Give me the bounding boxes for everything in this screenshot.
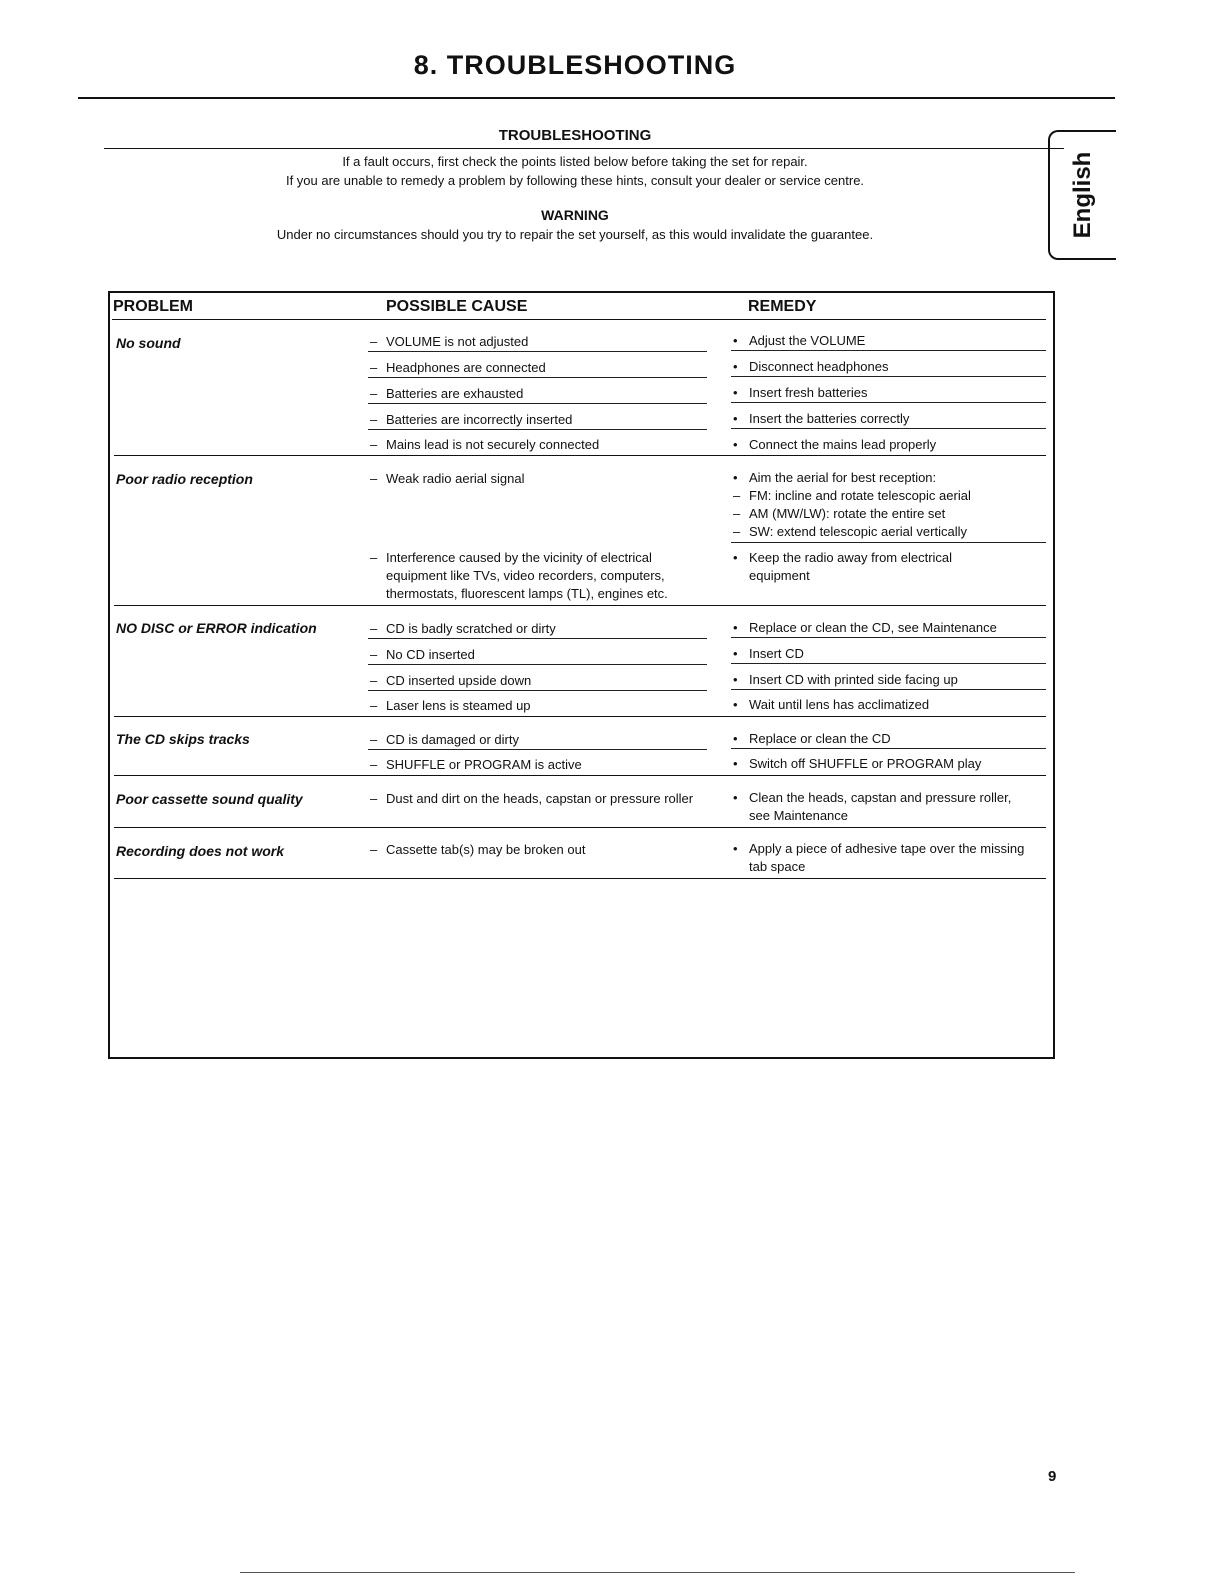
remedy-cell: • Insert CD	[733, 646, 804, 661]
remedy-cell: • Insert CD with printed side facing up	[733, 672, 958, 687]
remedy-cell: • Apply a piece of adhesive tape over the missing tab space	[733, 840, 1043, 876]
cause-text: SHUFFLE or PROGRAM is active	[386, 757, 582, 772]
page-number: 9	[1048, 1468, 1057, 1485]
warning-text: Under no circumstances should you try to repair the set yourself, as this would invalidate the guarantee.	[276, 227, 874, 242]
problem-poor-cassette-sound: Poor cassette sound quality	[116, 791, 303, 807]
cause-text: VOLUME is not adjusted	[386, 334, 529, 349]
cause-cell: – Cassette tab(s) may be broken out	[370, 842, 586, 857]
row-divider	[731, 663, 1046, 664]
header-problem: PROBLEM	[113, 298, 193, 315]
remedy-subitem: SW: extend telescopic aerial vertically	[749, 524, 967, 539]
remedy-text: Connect the mains lead properly	[749, 437, 937, 452]
remedy-text: Replace or clean the CD, see Maintenance	[749, 620, 997, 635]
group-divider	[114, 716, 1046, 717]
remedy-cell: • Clean the heads, capstan and pressure roller, see Maintenance	[733, 789, 1043, 825]
remedy-subitem: FM: incline and rotate telescopic aerial	[749, 488, 971, 503]
row-divider	[368, 749, 707, 750]
cause-cell: – Laser lens is steamed up	[370, 698, 531, 713]
row-divider	[731, 402, 1046, 403]
remedy-subitem: AM (MW/LW): rotate the entire set	[749, 506, 946, 521]
intro-line-2: If you are unable to remedy a problem by following these hints, consult your dealer or service centre.	[285, 173, 865, 188]
cause-cell: – Batteries are incorrectly inserted	[370, 412, 573, 427]
cause-cell: – Dust and dirt on the heads, capstan or pressure roller	[370, 791, 694, 806]
cause-cell: – SHUFFLE or PROGRAM is active	[370, 757, 582, 772]
remedy-cell: • Replace or clean the CD	[733, 731, 891, 746]
problem-poor-radio-reception: Poor radio reception	[116, 471, 253, 487]
remedy-cell: • Aim the aerial for best reception: – FM: incline and rotate telescopic aerial – AM (MW/LW): rotate the entire set – SW: extend telescopic aerial vertically	[733, 470, 971, 539]
cause-cell: – Mains lead is not securely connected	[370, 437, 600, 452]
cause-text: thermostats, fluorescent lamps (TL), engines etc.	[386, 586, 668, 601]
problem-no-disc-error: NO DISC or ERROR indication	[116, 620, 317, 636]
group-divider	[114, 775, 1046, 776]
remedy-text: Replace or clean the CD	[749, 731, 891, 746]
remedy-cell: • Switch off SHUFFLE or PROGRAM play	[733, 756, 982, 771]
remedy-text: Clean the heads, capstan and pressure roller,	[749, 790, 1012, 805]
cause-cell: – Weak radio aerial signal	[370, 471, 525, 486]
remedy-cell: • Keep the radio away from electrical equipment	[733, 549, 1043, 585]
remedy-text: Insert CD	[749, 646, 804, 661]
cause-text: CD is badly scratched or dirty	[386, 621, 556, 636]
cause-text: Batteries are incorrectly inserted	[386, 412, 573, 427]
language-tab	[1048, 130, 1116, 260]
remedy-text: Disconnect headphones	[749, 359, 889, 374]
intro-heading: TROUBLESHOOTING	[498, 127, 652, 144]
row-divider	[368, 690, 707, 691]
cause-cell: – Interference caused by the vicinity of electrical equipment like TVs, video recorders, computers, thermostats, fluorescent lamps (TL), engines etc.	[370, 549, 710, 603]
cause-text: Mains lead is not securely connected	[386, 437, 600, 452]
remedy-cell: • Connect the mains lead properly	[733, 437, 937, 452]
remedy-text: Apply a piece of adhesive tape over the missing	[749, 841, 1025, 856]
cause-cell: – Headphones are connected	[370, 360, 546, 375]
cause-cell: – CD inserted upside down	[370, 673, 532, 688]
remedy-cell: • Insert fresh batteries	[733, 385, 868, 400]
footer-rule	[240, 1572, 1075, 1573]
cause-text: Headphones are connected	[386, 360, 546, 375]
group-divider	[114, 605, 1046, 606]
row-divider	[731, 376, 1046, 377]
remedy-text: Aim the aerial for best reception:	[749, 470, 937, 485]
cause-cell: – CD is damaged or dirty	[370, 732, 519, 747]
cause-cell: – VOLUME is not adjusted	[370, 334, 529, 349]
remedy-text: tab space	[749, 859, 806, 874]
remedy-text: Adjust the VOLUME	[749, 333, 866, 348]
header-cause: POSSIBLE CAUSE	[386, 298, 528, 315]
cause-cell: – CD is badly scratched or dirty	[370, 621, 556, 636]
problem-recording-not-working: Recording does not work	[116, 843, 285, 859]
row-divider	[368, 377, 707, 378]
cause-text: CD is damaged or dirty	[386, 732, 519, 747]
row-divider	[731, 689, 1046, 690]
cause-text: Interference caused by the vicinity of electrical	[386, 550, 652, 565]
header-remedy: REMEDY	[748, 298, 817, 315]
header-divider	[112, 319, 1046, 320]
title-divider	[78, 97, 1115, 99]
remedy-text: Switch off SHUFFLE or PROGRAM play	[749, 756, 982, 771]
language-tab-label: English	[1069, 151, 1096, 239]
row-divider	[731, 637, 1046, 638]
row-divider	[368, 403, 707, 404]
row-divider	[731, 748, 1046, 749]
remedy-cell: • Wait until lens has acclimatized	[733, 697, 930, 712]
row-divider	[731, 350, 1046, 351]
row-divider	[368, 351, 707, 352]
problem-no-sound: No sound	[116, 335, 181, 351]
cause-cell: – No CD inserted	[370, 647, 475, 662]
remedy-cell: • Replace or clean the CD, see Maintenance	[733, 620, 997, 635]
cause-cell: – Batteries are exhausted	[370, 386, 524, 401]
group-divider	[114, 878, 1046, 879]
cause-text: Laser lens is steamed up	[386, 698, 531, 713]
page-title: 8. TROUBLESHOOTING	[413, 50, 737, 80]
cause-text: Batteries are exhausted	[386, 386, 524, 401]
cause-text: Cassette tab(s) may be broken out	[386, 842, 586, 857]
problem-cd-skips-tracks: The CD skips tracks	[116, 731, 250, 747]
remedy-cell: • Adjust the VOLUME	[733, 333, 866, 348]
cause-text: No CD inserted	[386, 647, 475, 662]
warning-heading: WARNING	[541, 207, 609, 223]
intro-line-1: If a fault occurs, first check the points listed below before taking the set for repair.	[342, 154, 808, 169]
remedy-cell: • Disconnect headphones	[733, 359, 889, 374]
cause-text: CD inserted upside down	[386, 673, 532, 688]
remedy-text: Insert CD with printed side facing up	[749, 672, 958, 687]
row-divider	[731, 428, 1046, 429]
remedy-text: see Maintenance	[749, 808, 849, 823]
remedy-cell: • Insert the batteries correctly	[733, 411, 910, 426]
row-divider	[731, 542, 1046, 543]
remedy-text: Keep the radio away from electrical	[749, 550, 953, 565]
row-divider	[368, 429, 707, 430]
group-divider	[114, 455, 1046, 456]
remedy-text: Insert the batteries correctly	[749, 411, 910, 426]
row-divider	[368, 664, 707, 665]
row-divider	[368, 638, 707, 639]
remedy-text: Wait until lens has acclimatized	[749, 697, 930, 712]
cause-text: Dust and dirt on the heads, capstan or pressure roller	[386, 791, 694, 806]
intro-divider	[104, 148, 1064, 149]
cause-text: equipment like TVs, video recorders, computers,	[386, 568, 665, 583]
group-divider	[114, 827, 1046, 828]
remedy-text: Insert fresh batteries	[749, 385, 868, 400]
cause-text: Weak radio aerial signal	[386, 471, 525, 486]
remedy-text: equipment	[749, 568, 810, 583]
